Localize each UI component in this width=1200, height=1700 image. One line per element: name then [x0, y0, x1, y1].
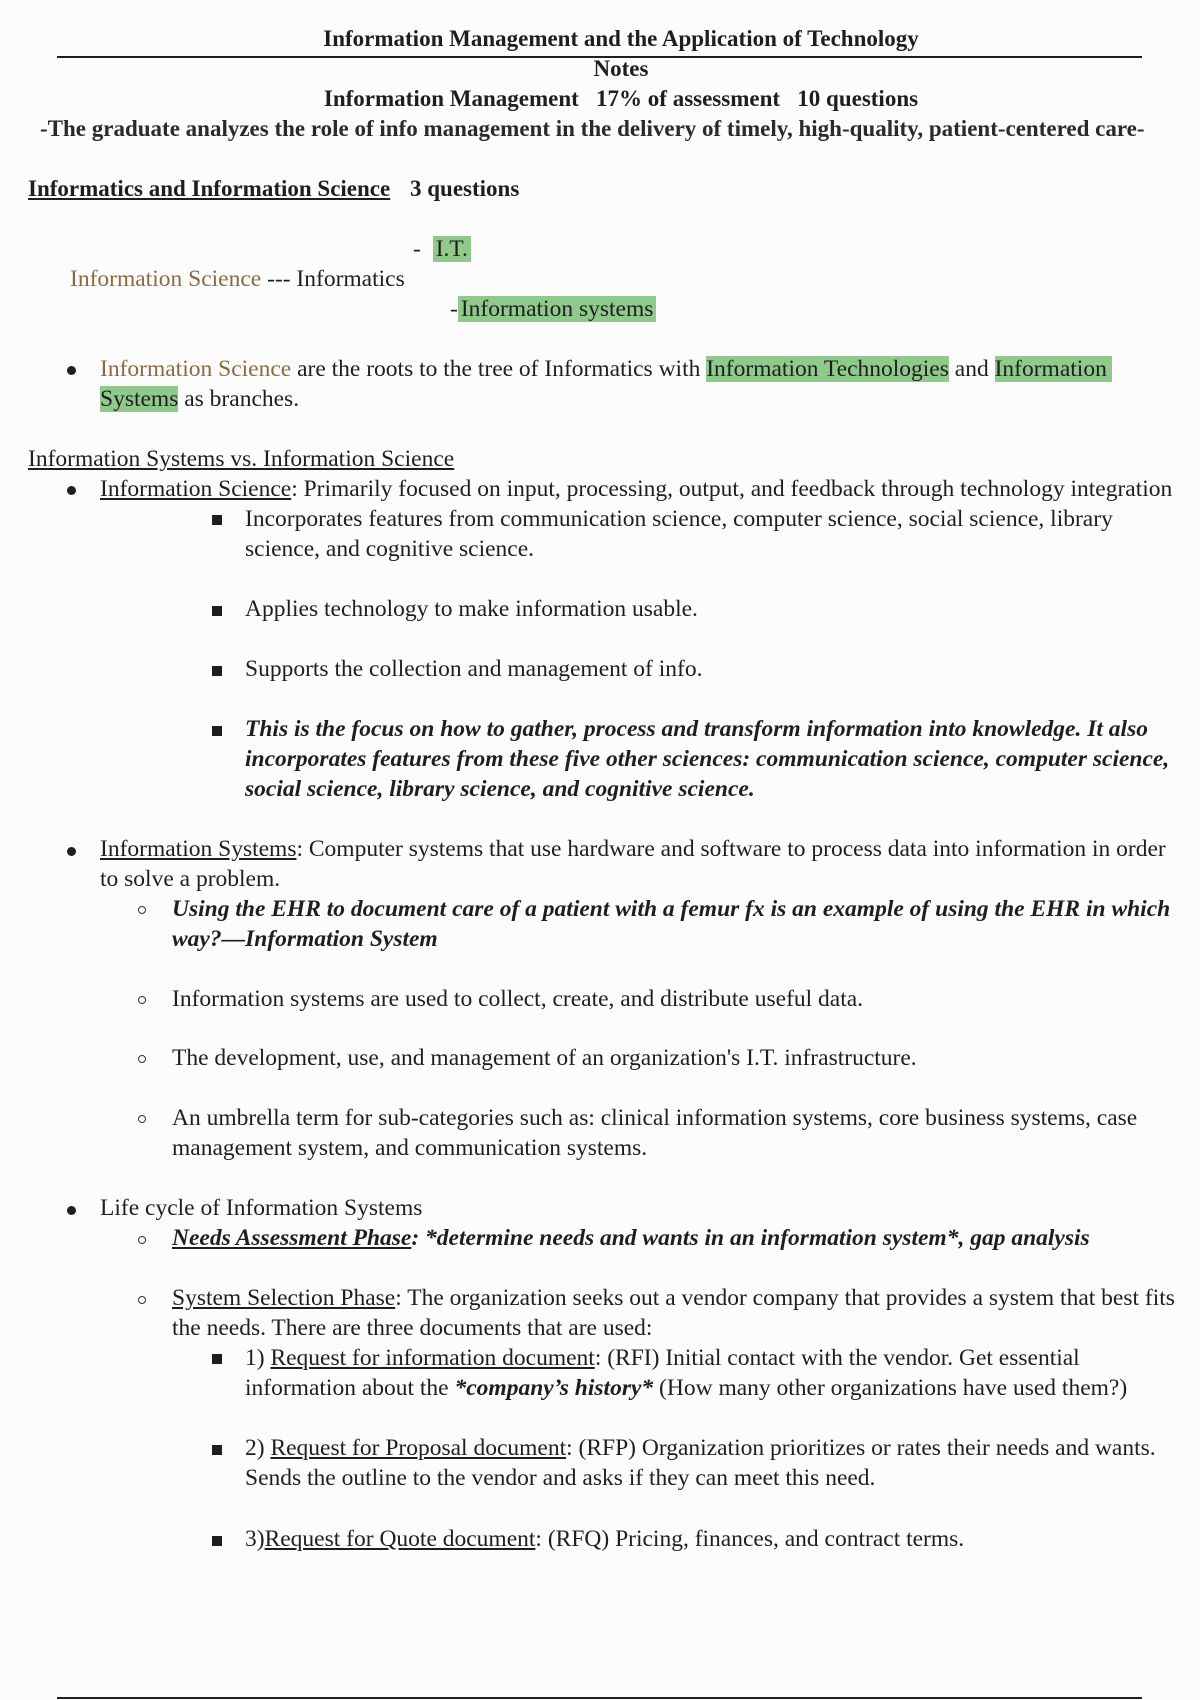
info-science-sub4-line2: incorporates features from these five other sciences: communication science, computer science, [245, 746, 1170, 772]
diagram-dash: - [413, 236, 421, 262]
rfi-term: Request for information document [270, 1345, 595, 1371]
system-selection-term: System Selection Phase [172, 1285, 396, 1311]
info-science-sub4-line3: social science, library science, and cognitive science. [245, 776, 755, 802]
square-bullet-icon [212, 1536, 222, 1546]
diagram-dash: - [450, 296, 458, 322]
needs-assessment-def: : *determine needs and wants in an information system*, gap analysis [411, 1225, 1090, 1251]
roots-highlight-it: Information Technologies [706, 356, 949, 382]
info-systems-sub2: Information systems are used to collect, create, and distribute useful data. [172, 986, 864, 1012]
rfi-number: 1) [245, 1345, 271, 1371]
rfi-line1 [245, 1345, 1080, 1372]
info-science-sub3: Supports the collection and management of info. [245, 656, 703, 682]
diagram-informatics: --- Informatics [261, 266, 405, 292]
section-heading-title: Informatics and Information Science [28, 176, 391, 201]
diagram-info-science: Information Science [70, 266, 262, 292]
diagram-root [70, 266, 405, 293]
rfp-line1 [245, 1435, 1156, 1462]
diagram-it [413, 236, 471, 263]
diagram-is-label: Information systems [458, 296, 657, 322]
roots-and: and [948, 356, 995, 382]
roots-bullet-line2 [100, 386, 299, 413]
competency-statement: -The graduate analyzes the role of info management in the delivery of timely, high-quality, patient-centered care- [40, 116, 1145, 141]
rfq-def: : (RFQ) Pricing, finances, and contract terms. [535, 1526, 965, 1552]
circle-bullet-icon [138, 1055, 146, 1063]
roots-end: as branches. [178, 386, 300, 412]
info-science-sub1-line2: science, and cognitive science. [245, 536, 535, 562]
bullet-icon [67, 847, 76, 856]
info-systems-sub1-line2: way?—Information System [172, 926, 438, 952]
rfi-line2 [245, 1375, 1127, 1402]
square-bullet-icon [212, 1354, 222, 1364]
info-science-sub2: Applies technology to make information usable. [245, 596, 698, 622]
square-bullet-icon [212, 666, 222, 676]
comparison-heading: Information Systems vs. Information Science [28, 446, 455, 472]
info-science-sub1-line1: Incorporates features from communication science, computer science, social science, library [245, 506, 1113, 532]
needs-assessment-term: Needs Assessment Phase [172, 1225, 412, 1251]
info-systems-term: Information Systems [100, 836, 297, 862]
bullet-icon [67, 1206, 76, 1215]
circle-bullet-icon [138, 1296, 146, 1304]
info-systems-definition-line2: to solve a problem. [100, 866, 281, 892]
circle-bullet-icon [138, 1115, 146, 1123]
diagram-is [450, 296, 656, 323]
info-systems-sub4-line1: An umbrella term for sub-categories such as: clinical information systems, core business systems, case [172, 1105, 1138, 1131]
info-science-sub4-line1: This is the focus on how to gather, process and transform information into knowledge. It also [245, 716, 1148, 742]
system-selection-line2: the needs. There are three documents that are used: [172, 1315, 653, 1341]
rfq-term: Request for Quote document [264, 1526, 536, 1552]
info-science-definition [100, 476, 1172, 503]
document-title: Information Management and the Application of Technology [323, 26, 919, 51]
square-bullet-icon [212, 606, 222, 616]
rfi-text: information about the [245, 1375, 455, 1401]
bullet-icon [67, 486, 76, 495]
needs-assessment-phase [172, 1225, 1090, 1252]
info-systems-def: : Computer systems that use hardware and software to process data into information in order [296, 836, 1166, 862]
section-heading [28, 176, 519, 202]
info-systems-sub4-line2: management system, and communication systems. [172, 1135, 648, 1161]
info-systems-sub3: The development, use, and management of an organization's I.T. infrastructure. [172, 1045, 917, 1071]
rfp-term: Request for Proposal document [270, 1435, 567, 1461]
info-systems-sub1-line1: Using the EHR to document care of a patient with a femur fx is an example of using the EHR in which [172, 896, 1171, 922]
info-science-term: Information Science [100, 476, 292, 502]
rfi-company-history: *company’s history* [454, 1375, 654, 1401]
lifecycle-title: Life cycle of Information Systems [100, 1195, 423, 1221]
roots-info-science: Information Science [100, 356, 292, 382]
diagram-it-label: I.T. [433, 236, 471, 262]
roots-text: are the roots to the tree of Informatics with [291, 356, 707, 382]
circle-bullet-icon [138, 906, 146, 914]
roots-highlight-is: Information [995, 356, 1112, 382]
rfq-number: 3) [245, 1526, 265, 1552]
rfp-number: 2) [245, 1435, 271, 1461]
rfp-line2: Sends the outline to the vendor and asks if they can meet this need. [245, 1465, 876, 1491]
square-bullet-icon [212, 1445, 222, 1455]
rfi-def: : (RFI) Initial contact with the vendor. Get essential [594, 1345, 1080, 1371]
section-question-count: 3 questions [409, 176, 520, 201]
info-science-def: : Primarily focused on input, processing, output, and feedback through technology integration [291, 476, 1173, 502]
document-subtitle: Notes [593, 56, 649, 81]
system-selection-line1 [172, 1285, 1175, 1312]
info-systems-definition-line1 [100, 836, 1166, 863]
square-bullet-icon [212, 726, 222, 736]
circle-bullet-icon [138, 1236, 146, 1244]
rfp-def: : (RFP) Organization prioritizes or rates their needs and wants. [566, 1435, 1156, 1461]
circle-bullet-icon [138, 996, 146, 1004]
roots-highlight-systems: Systems [100, 386, 179, 412]
footer-divider [57, 1697, 1142, 1699]
assessment-line: Information Management 17% of assessment 10 questions [323, 86, 919, 111]
bullet-icon [67, 366, 76, 375]
roots-bullet-line1 [100, 356, 1112, 383]
rfq-line [245, 1526, 964, 1553]
system-selection-def: : The organization seeks out a vendor company that provides a system that best fits [395, 1285, 1175, 1311]
square-bullet-icon [212, 515, 222, 525]
rfi-question: (How many other organizations have used them?) [653, 1375, 1128, 1401]
